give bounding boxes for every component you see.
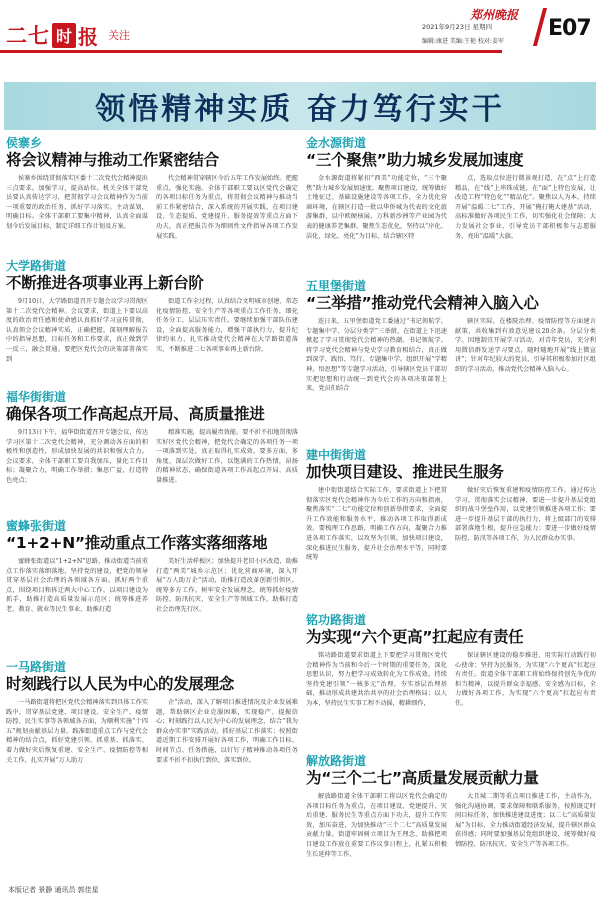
article-body: 街道工作全过程，认真结合文明城市创建、常态化疫情防控、安全生产等各项重点工作任务，细化任务分工，层层压实责任。要继续加强干部队伍建设，全面提高服务能力，增强干部执行力，提升纪律约束力，扎实推动党代会精神在大学路街道落实，不断推进二七各项事业再上新台阶。	[156, 298, 298, 353]
issue-date: 2021年9月23日 星期四	[422, 23, 493, 31]
article-body: 蜜蜂张街道以“1+2+N”思路，推动街道当前重点工作落实落细落地，坚持党的建设，把党的领导贯穿基层社会治理的各领域各方面。抓好两个重点，围绕项目和拆迁两大中心工作，以项目建设为抓手，助推打造高质量发展示范区；统筹推进养老、教育、就业等民生事业，助推打造	[6, 558, 148, 613]
article-body: 金水源街道将紧扣“西美”功能定位，“三个聚焦”助力城乡发展加速度。聚焦项目建设，统筹做好土地征迁、基础设施建设等各项工作，全力优化营商环境，在辖区打造一批以华侨城为代表的文化旅游集群，以中欧硬核展、万科新沙洲等产业园为代表的健康养老集群。聚焦生态优化，坚持以“序化、洁化、绿化、亮化”为目标，结合辖区特	[306, 175, 447, 240]
article-headline: 加快项目建设、推进民生服务	[306, 463, 504, 481]
article-body: 企”活动，深入了解项目推进情况及企业发展难题，帮助辖区企业克服困难，实现稳产、提振信心；时刻践行以人民为中心的发展理念，结合“我为群众办实事”实践活动，抓好基层工作落实；按照街道近期工作安排开展好各项工作，明确工作目标、时间节点、任务措施，以钉钉子精神推动各项任务要求不折不扣执行到位，落实到位。	[156, 699, 298, 764]
masthead-rule	[0, 50, 502, 53]
page-divider	[533, 8, 547, 46]
article-kicker: 福华街街道	[6, 390, 67, 404]
article-body: 侯寨乡围绕贯彻落实区委十二次党代会精神提出三点要求。加强学习，提高站位。机关全体干部党员要认真传达学习，把贯彻学习会议精神作为当前一项重要的政治任务，抓好学习落实。主动谋划，明确目标。全体干部职工要集中精神，认真全面谋划今后发展目标，制定详细工作计划及方案。	[6, 175, 148, 230]
headline-banner	[4, 82, 596, 130]
article-jiefanglu	[306, 754, 596, 896]
article-body: 保证辖区建设的稳步推进，用实际行动践行初心使命；坚持为民服务，为实现“六个更高”扛起应有责任。街道全体干部职工将始终保持创先争优的担当精神，以提升群众幸福感、安全感为目标，全力做好各项工作，为实现“六个更高”扛起应有责任。	[455, 652, 596, 707]
article-kicker: 大学路街道	[6, 259, 67, 273]
article-body: 连日来，五里堡街道党工委通过“书记领航学、专题集中学、分层分类学”三举措，在街道上下迅速掀起了学习贯彻党代会精神的热潮。书记领航学。将学习党代会精神与党史学习教育相结合，真正做到深学、践悟、笃行。专题集中学。组织开展“学精神，悟思想”等专题学习活动，引导辖区党员干部切实把思想和行动统一到党代会的各项决策部署上来。党员们结合	[306, 318, 447, 393]
newspaper-logo: 郑州晚报	[470, 8, 519, 22]
article-body: 铭功路街道要求街道上下要把学习贯彻区党代会精神作为当前和今后一个时期的重要任务，深化思想认识，努力把学习成效转化为工作成效。持续坚持党建引领“一核多元”治理，夯实基层治理基础，推动形成共建共治共享的社会治理格局；以人为本，坚持民生实事工程不动摇，精耕细作，	[306, 652, 447, 707]
masthead-badge: 时	[52, 23, 76, 48]
masthead	[6, 22, 130, 48]
article-body: 美好生活样板区；加快提升老旧小区改造，助推打造“两美”城乡示范区；优化营商环境，深入开展“万人助万企”活动，助推打造改革创新引领区。统筹多方工作。树牢安全发展理念，统筹抓好疫情防控、防汛抗灾、安全生产等领域工作，助推打造社会治理先行区。	[156, 558, 298, 613]
article-headline: 为实现“六个更高”扛起应有责任	[306, 628, 524, 646]
masthead-tag: 关注	[108, 29, 131, 42]
article-body: 建中街街道结合实际工作，要求街道上下把贯彻落实区党代会精神作为今后工作的方向和指南，聚焦落实“二七”功能定位和创新举措要求，全面提升工作效能和服务水平，推动各项工作取得新成效。要梳理工作思路，明确工作方向，凝聚合力推进各项工作落实，以攻坚为引领，加快项目建设，深化推进民生服务，提升社会治理水平等，同时要统筹	[306, 487, 447, 562]
article-minggonglu	[306, 613, 596, 747]
article-kicker: 解放路街道	[306, 754, 367, 768]
article-body: 解放路街道全体干部职工将以区党代会确定的各项目标任务为重点，在项目建设、党建提升、灾后重建、服务民生等重点方面下功夫，提升工作实效，加压奋进，为加快推动“三个二七”高质量发展贡献力量。街道牢固树立项目为王理念，助推把项目建设工作放在重要工作议事日程上，扎紧五积极生长延伸等工作，	[306, 793, 447, 858]
article-kicker: 一马路街道	[6, 660, 67, 674]
article-fuhuajie	[6, 390, 298, 512]
article-mifengzhang	[6, 519, 298, 653]
article-kicker: 建中街街道	[306, 448, 367, 462]
article-yimalu	[6, 660, 298, 822]
page-header	[0, 0, 600, 58]
article-body: 做好灾后恢复重建和疫情防控工作。通过传达学习，贯彻落实会议精神，要进一步提升基层党组织的战斗堡垒作用，以党建引领推进各项工作；要进一步提升基层干部的执行力，将上级部门的安排部署落地生根，提升应急能力；要进一步做好疫情防控、防汛等各项工作，为人民群众办实事。	[455, 487, 596, 542]
article-headline: “三举措”推动党代会精神入脑入心	[306, 294, 539, 312]
article-headline: 不断推进各项事业再上新台阶	[6, 274, 204, 292]
article-jinshuiyuan	[306, 136, 596, 272]
article-wulibao	[306, 279, 596, 441]
article-body: 辖区实际，在楼院治理、疫情防控等方面建言献策，共收集到有效意见建议20余条。分层分类学。因地制宜开展学习活动，对青年党员，充分利用微信群发送学习要点，随时随地开展“线上微宣讲”；针对年纪较大的党员，引导其积极参加社区组织的学习活动，推动党代会精神入脑入心。	[455, 318, 596, 373]
article-houzhai	[6, 136, 298, 252]
article-body: 9月13日下午，福华街街道召开专题会议，传达学习区第十二次党代会精神，充分调动各方面的积极性和创造性，形成加快发展的共识和强大合力。会议要求，全体干部职工要自我加压，量化工作目标；凝聚合力，明确工作举措；集思广益，打造特色亮点；	[6, 429, 148, 484]
article-body: 9月10日，大学路街道召开专题会议学习贯彻区第十二次党代会精神。会议要求，街道上下要以高度的政治责任感和使命感认真抓好学习宣传贯彻，认真领会会议精神实质，正确把握，深刻理解报告中的指导思想，目标任务和工作要求，真正做到学一反三，融会贯通。要把区党代会的决策部署落实到	[6, 298, 148, 363]
reporter-credit: 本版记者 景静 通讯员 郭佳星	[8, 886, 99, 894]
article-body: 点，选取点位进行微景观打造，在“点”上打造精品，在“线”上串珠成链，在“面”上特色发展，让改造工程“特色化”“精品化”。聚焦以人为本，持续开展“温暖二七”工作，开展“俺打俺大建基”活动，高标准做好各项民生工作，切实强化社会保障；大力发展社会事业，引导党员干部积极参与志愿服务，亮出“温暖”大旗。	[455, 175, 596, 240]
article-body: 一马路街道将把区党代会精神落实到具体工作实践中，贯穿基层党建、项目建设、安全生产、疫情防控、民生实事等各领域各方面，为顺利实施“十四五”规划贡献基层力量。践准街道重点工作与党代会精神的结合点，抓好党建引领、抓重基、抓落实、着力做好灾后恢复重建、安全生产、疫情防控等相关工作，扎实开展“万人助万	[6, 699, 148, 764]
article-headline: 时刻践行以人民为中心的发展理念	[6, 675, 235, 693]
masthead-section-left: 二七	[6, 23, 50, 48]
right-column	[306, 136, 596, 876]
article-kicker: 金水源街道	[306, 136, 367, 150]
masthead-section-right: 报	[78, 24, 99, 49]
article-headline: 将会议精神与推动工作紧密结合	[6, 151, 219, 169]
article-kicker: 五里堡街道	[306, 279, 367, 293]
article-daxuelu	[6, 259, 298, 383]
article-kicker: 侯寨乡	[6, 136, 43, 150]
article-body: 大且城二期等重点项目推进工作，主动作为，强化沟通协调，要求保障和联系服务，按照既定时间目标任务，加快推进建设进度；以二七“高质量发展”为目标，全力推动街道经济发展，提升辖区群众获得感；同时要加强基层党组织建设，统筹做好疫情防控、防汛抗灾、安全生产等各项工作。	[455, 793, 596, 848]
article-body: 精准实施，提高履责效能。要不折不扣地贯彻落实好区党代会精神，把党代会确定的各项任务一项一项落到实处，真正取得扎实成效。要多方面、多角度、深层次做好工作，以饱满的工作热情，昂扬的精神状态，确保街道各项工作高起点开局、高质量推进。	[156, 429, 298, 484]
banner-title: 领悟精神实质 奋力笃行实干	[95, 92, 505, 127]
article-headline: 确保各项工作高起点开局、高质量推进	[6, 405, 265, 423]
left-column	[6, 136, 298, 836]
page-number: E07	[548, 16, 591, 41]
article-headline: “三个聚焦”助力城乡发展加速度	[306, 151, 524, 169]
article-kicker: 铭功路街道	[306, 613, 367, 627]
article-body: 代会精神贯穿辖区今后五年工作发展始终。把握重点，强化实施。全体干部职工要以区党代会确定的各项目标任务为重点，将贯彻会议精神与推动当前工作紧密结合，深入系统的开展实践，在项目建设、生态提质、党建提升、服务提效等重点方面下功夫，真正把报告作为细则性文件指导各项工作发展实践。	[156, 175, 298, 240]
article-headline: 为“三个二七”高质量发展贡献力量	[306, 769, 539, 787]
article-headline: “1+2+N”推动重点工作落实落细落地	[6, 534, 268, 552]
article-kicker: 蜜蜂张街道	[6, 519, 67, 533]
article-jianzhongjie	[306, 448, 596, 606]
editor-credits: 编辑:康进 美编:王艳 校对:姜军	[422, 38, 504, 45]
